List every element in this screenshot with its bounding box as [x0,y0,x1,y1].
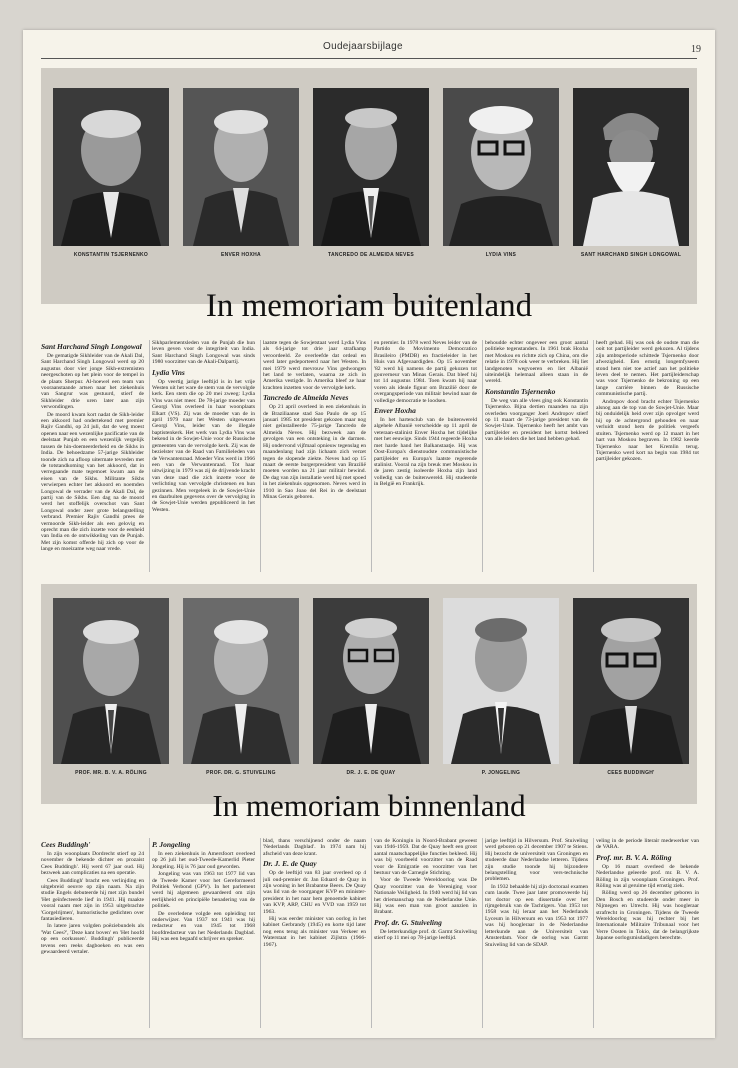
text-column [263,340,366,572]
paragraph: blad, thans verschijnend onder de naam 'Nederlands Dagblad'. In 1974 nam hij afscheid van deze krant. [263,838,366,857]
text-column [485,838,588,1028]
article-buitenland [41,340,697,572]
obituary-heading: Prof. dr. G. Stuiveling [374,917,442,927]
paragraph: In het hartenclub van de buitenwereld algehele Albanië verscheidde op 11 april de veteraan-stalinist Enver Hoxha het tijdelijke met het eeuwige. Sinds 1944 regeerde Hoxha met harde hand het Balkanstaatje. Hij was Oost-Europa's dienstoudste communistische partijleider en Europa's laatste regerende stalinist. Vooral na zijn breuk met Moskou in de jaren zestig isoleerde Hoxha zijn land volledig van de buitenwereld. Hij studeerde in België en Frankrijk. [374,417,477,488]
photo-caption: TANCREDO DE ALMEIDA NEVES [328,252,414,258]
paragraph: Op 21 april overleed in een ziekenhuis in de Braziliaanse stad Sao Paulo de op 15 januari 1985 tot president gekozen maar nog niet geïnstalleerde 75-jarige Tancredo de Almeida Neves. Hij bezweek aan de gevolgen van een ontsteking in de darmen. Hij ondervond vijfmaal opnieuw tegenslag en maandenlang had zijn lichaam zich verzet tegen de slopende ziekte. Neves had op 15 maart de eerste burgerpresident van Brazilië moeten worden na 21 jaar militair bewind. De dag van zijn installatie werd hij met spoed in het ziekenhuis opgenomen. Neves werd in 1910 in Sao Joao del Rei in de deelstaat Minas Gerais geboren. [263,404,366,500]
page-number: 19 [691,44,701,55]
photo-caption: LYDIA VINS [485,252,517,258]
portrait-photo [183,88,299,246]
photo-caption: KONSTANTIN TSJERNENKO [73,252,149,258]
column-divider [371,340,372,572]
obituary-heading: Prof. mr. B. V. A. Röling [596,852,672,862]
text-column [41,838,144,1028]
paragraph: veling in de periode literair medewerker van de VARA. [596,838,699,851]
paragraph: De letterkundige prof. dr. Garmt Stuiveling stierf op 11 mei op 78-jarige leeftijd. [374,928,477,942]
portrait-photo [573,598,689,764]
paragraph: De moord kwam kort nadat de Sikh-leider een akkoord had ondertekend met premier Rajiv Gandhi, op 24 juli, dat de weg moest openen naar een wezenlijke pacificatie van de deelstaat Punjab en een wezenlijk vergelijk tussen de hin-doemeerderheid en de Sikhs in India. De behoedzame 57-jarige Sikhleider toonde zich na afloop uitermate tevreden met de totstandkoming van het akkoord, dat in verregaande mate tegemoet kwam aan de eisen van de Sikhs. Militante Sikhs verwierpen echter het akkoord en noemden Longowal de verrader van de Akali Dal, de partij van de Sikhs. Een dag na de moord werd het stoffelijk overschot van Sant Longowal onder zeer grote belangstelling verbrand. Premier Rajiv Gandhi prees de vermoorde Sikh-leider als een gelovig en oprecht man die zich inzette voor de eenheid van India en de ontwikkeling van de Punjab. Met zijn komst offerde hij zich op voor de lange en moeizame weg naar vrede. [41,411,144,553]
paragraph: Op veertig jarige leeftijd is in het vrije Westen uit het ware de stem van de vervolgde kerk. Een stem die op 20 mei zweeg: Lydia Vins was niet meer. De 78-jarige moeder van Georgi Vins overleed in haar woonplaats Elkart (VS). Zij was de moeder van de in april 1979 naar het Westen uitgewezen Georgi Vins, leider van de illegale baptistenkerk. Het werk van Lydia Vins was bekend in de Sowjet-Unie voor de Russische gemeenten van de vervolgde kerk. Zij was de bezielster van de Raad van Familieleden van de Verwantenraad. Moeder Vins werd in 1966 een van de Verwantenraad. Tot haar uitwijzing in 1979 was zij de drijvende kracht van deze raad die zich inzette voor de verlichting van vervolgde christenen en hun gezinnen. Men vergeleek in de Sowjet-Unie en daarbuiten gegevens over de vervolging in de Sowjet-Unie werden gepubliceerd in het Westen. [152,378,255,513]
paragraph: Op 16 maart overleed de bekende Nederlandse geleerde prof. mr. B. V. A. Röling in zijn woonplaats Groningen. Prof. Röling was al geruime tijd ernstig ziek. [596,863,699,890]
paragraph: heeft gehad. Hij was ook de oudste man die ooit tot partijleider werd gekozen. Al tijdens zijn ambtsperiode schittede Tsjernenko door afwezigheid. Een ernstig longemfyseem stond hem niet toe actief aan het politieke leven deel te nemen. Het partijleiderschap was voor Tsjernenko de bekroning op een lange carrière binnen de Russische communistische partij. [596,340,699,398]
obituary-heading: Enver Hoxha [374,406,416,416]
headline-buitenland: In memoriam buitenland [205,288,533,324]
text-column [152,340,255,572]
portrait-photo [313,598,429,764]
text-column [485,340,588,572]
paragraph: In een ziekenhuis in Amersfoort overleed op 26 juli het oud-Tweede-Kamerlid Pieter Jongeling. Hij is 76 jaar oud geworden. [152,851,255,870]
headline-binnenland: In memoriam binnenland [212,788,526,823]
paragraph: In 1932 behaalde hij zijn doctoraal examen cum laude. Twee jaar later promoveerde hij tot doctor op een dissertatie over het rijmgebruik van de Tachtigers. Van 1953 tot 1958 was hij leraar aan het Nederlands Lyceum in Hilversum en van 1953 tot 1977 was hij hoogleraar in de Nederlandse letterkunde aan de Universiteit van Amsterdam. Voor de oorlog was Garmt Stuiveling lid van de SDAP. [485,883,588,948]
column-divider [371,838,372,1028]
paragraph: behoudde echter ongeveer een groot aantal politieke tegenstanders. In 1961 brak Hoxha met Moskou en richtte zich op China, om die relatie in 1978 ook weer te verbreken. Hij liet landgenoten wegvoeren en liet Albanië uiteindelijk helemaal alleen staan in de wereld. [485,340,588,385]
obituary-heading: Dr. J. E. de Quay [263,859,317,869]
header-rule [41,58,697,59]
paragraph: In latere jaren volgden poëziebundels als 'Wat Cees?', 'Deze kant boven' en 'Het hoofd op een oorkussen'. Buddingh' publiceerde tevens een reeks dagboeken en was een gewaardeerd vertaler. [41,923,144,956]
column-divider [593,340,594,572]
photo-caption: DR. J. E. DE QUAY [346,770,396,776]
photo-caption: PROF. MR. B. V. A. RÖLING [75,770,147,776]
text-column [374,340,477,572]
obituary-heading: Cees Buddingh' [41,840,91,849]
text-column [263,838,366,1028]
portrait-photo [573,88,689,246]
text-column [596,340,699,572]
portrait-photo [53,88,169,246]
paragraph: Cees Buddingh' bracht een verlinjding en uitgebreid oeuvre op zijn naam. Na zijn studie Engels debuteerde hij met zijn bundel 'Het geïnfecteerde lied' in 1941. Hij maakte vooral naam met zijn in 1953 uitgebrachte 'Gorgelrijmen', humoristische gedichten over fantasiedieren. [41,877,144,923]
portrait-photo [313,88,429,246]
obituary-heading: Tancredo de Almeida Neves [263,393,349,403]
portrait-photo [443,88,559,246]
column-divider [260,838,261,1028]
article-binnenland [41,838,697,1028]
column-divider [593,838,594,1028]
column-divider [482,340,483,572]
paragraph: De overledene volgde een opleiding tot onderwijzer. Van 1937 tot 1941 was hij redacteur en van 1945 tot 1968 hoofdredacteur van het Nederlands Dagblad. Hij was een begaafd schrijver en spreker. [152,910,255,943]
paragraph: De gematigde Sikhleider van de Akali Dal, Sant Harchand Singh Longowal werd op 20 augustus door vier jonge Sikh-extremisten neergeschoten op het plein voor de tempel in de plaats Sherpur. Al-hoewel een team van vooraanstaande artsen naar het ziekenhuis van Sangrur was gestuurd, stierf de Sikhleider drie uren later aan zijn verwondingen. [41,353,144,411]
paragraph: jarige leeftijd in Hilversum. Prof. Stuiveling werd geboren op 21 december 1907 te Stiens. Hij bezocht de universiteit van Groningen en studeerde daar Nederlandse letteren. Tijdens zijn studie toonde hij bijzondere belangstelling voor vers-technische problemen. [485,838,588,883]
paragraph: In zijn woonplaats Dordrecht stierf op 24 november de bekende dichter en prozaist Cees Buddingh'. Hij werd 67 jaar oud. Hij bezweek aan complicaties na een operatie. [41,851,144,877]
paragraph: Op de leeftijd van 83 jaar overleed op 4 juli oud-premier dr. Jan Eduard de Quay in zijn woning in het Brabantse Beers. De Quay was lid van de voorganger KVP en minister-president in het naar hem genoemde kabinet van KVP, ARP, CHU en VVD van 1959 tot 1963. [263,870,366,915]
portrait-photo [443,598,559,764]
text-column [41,340,144,572]
paragraph: Jongeling was van 1963 tot 1977 lid van de Tweede Kamer voor het Gereformeerd Politiek Verbond (GPV). In het parlement werd hij algemeen gewaardeerd om zijn eerlijkheid en principiële benadering van de politiek. [152,871,255,910]
photo-caption: PROF. DR. G. STUIVELING [206,770,276,776]
paragraph: Röling werd op 26 december geboren in Den Bosch en studeerde onder meer in Nijmegen en Utrecht. Hij was hoogleraar strafrecht in Groningen. Tijdens de Tweede Wereldoorlog was hij rechter bij het Internationale Militaire Tribunaal voor het Verre Oosten in Tokio, dat de belangrijkste Japanse oorlogsmisdadigers berechtte. [596,890,699,942]
photo-caption: ENVER HOXHA [221,252,261,258]
obituary-heading: Lydia Vins [152,367,185,377]
obituary-heading: Sant Harchand Singh Longowal [41,342,142,351]
photo-caption: P. JONGELING [481,770,521,776]
obituary-heading: P. Jongeling [152,840,191,849]
paragraph: en premier. In 1978 werd Neves leider van de Partido do Movimento Democratico Brasileiro (PMDB) en fractieleider in het Huis van Afgevaardigden. Op 15 november '82 werd hij namens de partij gekozen tot gouverneur van Minas Gerais. Dat bleef hij tot 14 augustus 1984. Toen kwam hij naar voren als ideale figuur om Brazilië door de overgangsperiode van militair bewind naar de volledige democratie te loodsen. [374,340,477,404]
page-header [23,30,715,58]
column-divider [260,340,261,572]
photo-caption: CEES BUDDINGH' [607,770,655,776]
paragraph: De weg van alle vlees ging ook Konstantin Tsjernenko. Bijna dertien maanden na zijn overleden voorganger Joeri Andropov stierf op 11 maart de 73-jarige president van de Sowjet-Unie. Tsjernenko heeft het ambt van partijleider en president het kortst bekleed van alle leiders die het land hebben gehad. [485,397,588,443]
text-column [374,838,477,1028]
obituary-heading: Konstantin Tsjernenko [485,386,556,396]
column-divider [149,838,150,1028]
portrait-photo [183,598,299,764]
text-column [596,838,699,1028]
portrait-photo [53,598,169,764]
newspaper-page [23,30,715,1038]
paragraph: Hij was eerder minister van oorlog in het kabinet Gerbrandy (1945) en korte tijd later nog eens terug als minister van Verkeer en Waterstaat in het kabinet Zijlstra (1966-1967). [263,916,366,948]
paragraph: laatste tegen de Sowjetstaat werd Lydia Vins als 64-jarige tot drie jaar strafkamp veroordeeld. Ze overleefde dat ordeal en werd later gedeporteerd naar het Westen. In mei 1979 werd mevrouw Vins gedwongen het land te verlaten, waarna ze zich in Amerika vestigde. In Amerika bleef ze haar krachten inzetten voor de vervolgde kerk. [263,340,366,391]
photo-band-binnenland [41,584,697,804]
paragraph: Andropov dood bracht echter Tsjernenko alsnog aan de top van de Sowjet-Unie. Maar bij onduidelijk heid over zijn opvolger werd hij op de achtergrond gehouden en naar verluidt stond hem de politiek vergeefs stuiten. Tsjernenko werd op 12 maart in het hart van Moskou begraven. In 1982 keerde Tsjernenko naar het Kremlin terug. Tsjernenko werd kort na begin van 1984 tot partijleider gekozen. [596,398,699,463]
paragraph: Voor de Tweede Wereldoorlog was De Quay voorzitter van de Vereniging voor Nationale Veiligheid. In 1940 werd hij lid van het driemanschap van de Nederlandse Unie. Hij was een man van groot aanzien in Brabant. [374,877,477,916]
photo-caption: SANT HARCHAND SINGH LONGOWAL [580,252,682,258]
paragraph: Sikhparlementsleden van de Punjab die hun leven geven voor de integriteit van India. Sant Harchand Singh Longowal was sinds 1980 voorzitter van de Akali-Dalpartij. [152,340,255,366]
section-name: Oudejaarsbijlage [323,41,403,52]
column-divider [482,838,483,1028]
paragraph: van de Koningin in Noord-Brabant geweest van 1946-1959. Dat de Quay heeft een groot aantal maatschappelijke functies bekleed. Hij was bij voorbeeld voorzitter van de Raad voor de Emigratie en voorzitter van het bestuur van de Carnegie Stichting. [374,838,477,877]
column-divider [149,340,150,572]
photo-band-buitenland [41,68,697,304]
text-column [152,838,255,1028]
